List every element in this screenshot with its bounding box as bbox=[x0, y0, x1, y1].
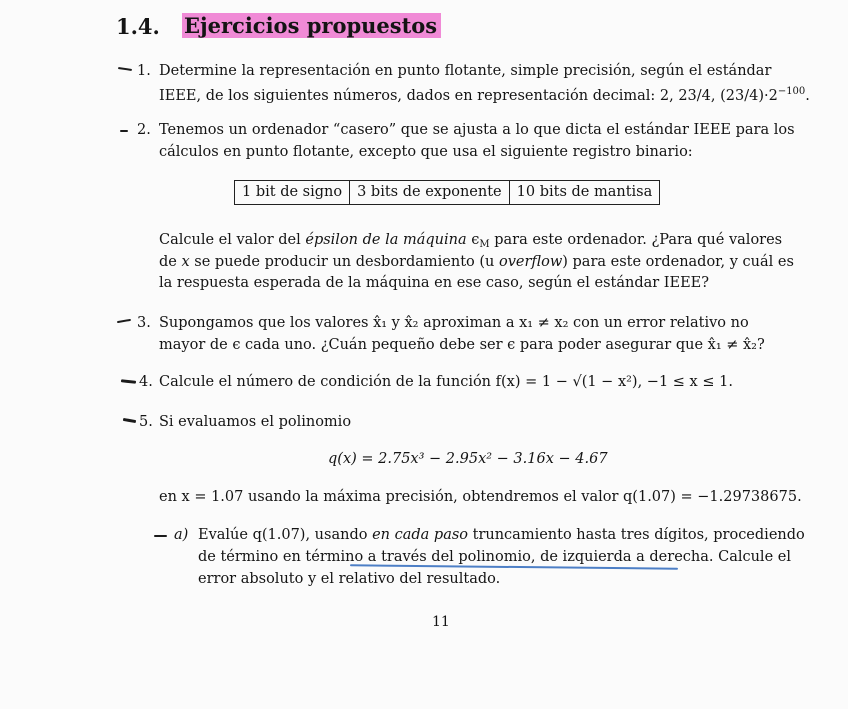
exercise-5-intro: Si evaluamos el polinomio bbox=[159, 414, 352, 430]
pen-dash-mark bbox=[123, 418, 136, 423]
section-title-highlighted: Ejercicios propuestos bbox=[182, 13, 441, 38]
exercise-2-paragraph-line-3: la respuesta esperada de la máquina en ese caso, según el estándar IEEE? bbox=[159, 275, 710, 291]
exercise-5-number: 5. bbox=[139, 414, 153, 430]
polynomial-formula: q(x) = 2.75x³ − 2.95x² − 3.16x − 4.67 bbox=[328, 451, 608, 467]
register-sign-cell: 1 bit de signo bbox=[235, 181, 350, 205]
exercise-4-number: 4. bbox=[139, 374, 153, 390]
exercise-3-number: 3. bbox=[137, 315, 151, 331]
exercise-3-line-2: mayor de ϵ cada uno. ¿Cuán pequeño debe ser ϵ para poder asegurar que x̂₁ ≠ x̂₂? bbox=[159, 337, 765, 353]
exercise-4-text: Calcule el número de condición de la función f(x) = 1 − √(1 − x²), −1 ≤ x ≤ 1. bbox=[159, 374, 733, 390]
exercise-2-paragraph-line-2: de x se puede producir un desbordamiento (u overflow) para este ordenador, y cuál es bbox=[159, 254, 794, 270]
exercise-1-line-2: IEEE, de los siguientes números, dados en representación decimal: 2, 23/4, $(23/4)\cdot 2^{-100}$. bbox=[159, 86, 810, 104]
pen-dash-mark bbox=[154, 535, 167, 537]
register-mantissa-cell: 10 bits de mantisa bbox=[509, 181, 660, 205]
section-number: 1.4. bbox=[116, 14, 160, 39]
pen-dash-mark bbox=[118, 67, 132, 71]
pen-dash-mark bbox=[117, 319, 131, 323]
subitem-a-line-2: de término en término a través del polinomio, de izquierda a derecha. Calcule el bbox=[198, 549, 791, 565]
exercise-3-line-1: Supongamos que los valores x̂₁ y x̂₂ aproximan a x₁ ≠ x₂ con un error relativo no bbox=[159, 315, 749, 331]
register-exponent-cell: 3 bits de exponente bbox=[350, 181, 510, 205]
subitem-a-line-3: error absoluto y el relativo del resultado. bbox=[198, 571, 501, 587]
exercise-2-number: 2. bbox=[137, 122, 151, 138]
page-number: 11 bbox=[432, 614, 450, 630]
exponent: −100 bbox=[777, 86, 806, 97]
exercise-1-number: 1. bbox=[137, 63, 151, 79]
pen-dash-mark bbox=[121, 379, 136, 384]
exercise-2-line-1: Tenemos un ordenador “casero” que se ajusta a lo que dicta el estándar IEEE para los bbox=[159, 122, 795, 138]
subitem-a-line-1: Evalúe q(1.07), usando en cada paso truncamiento hasta tres dígitos, procediendo bbox=[198, 527, 805, 543]
exercise-5-evaluation-sentence: en x = 1.07 usando la máxima precisión, obtendremos el valor q(1.07) = −1.29738675. bbox=[159, 489, 802, 505]
exercise-2-line-2: cálculos en punto flotante, excepto que usa el siguiente registro binario: bbox=[159, 144, 693, 160]
pen-dash-mark bbox=[120, 130, 128, 132]
binary-register-table bbox=[234, 180, 660, 205]
exercise-2-paragraph-line-1: Calcule el valor del épsilon de la máquina $\epsilon_M$ para este ordenador. ¿Para qué valores bbox=[159, 232, 783, 250]
exercise-1-line-1: Determine la representación en punto flotante, simple precisión, según el estándar bbox=[159, 63, 772, 79]
subitem-a-label: a) bbox=[174, 527, 189, 543]
